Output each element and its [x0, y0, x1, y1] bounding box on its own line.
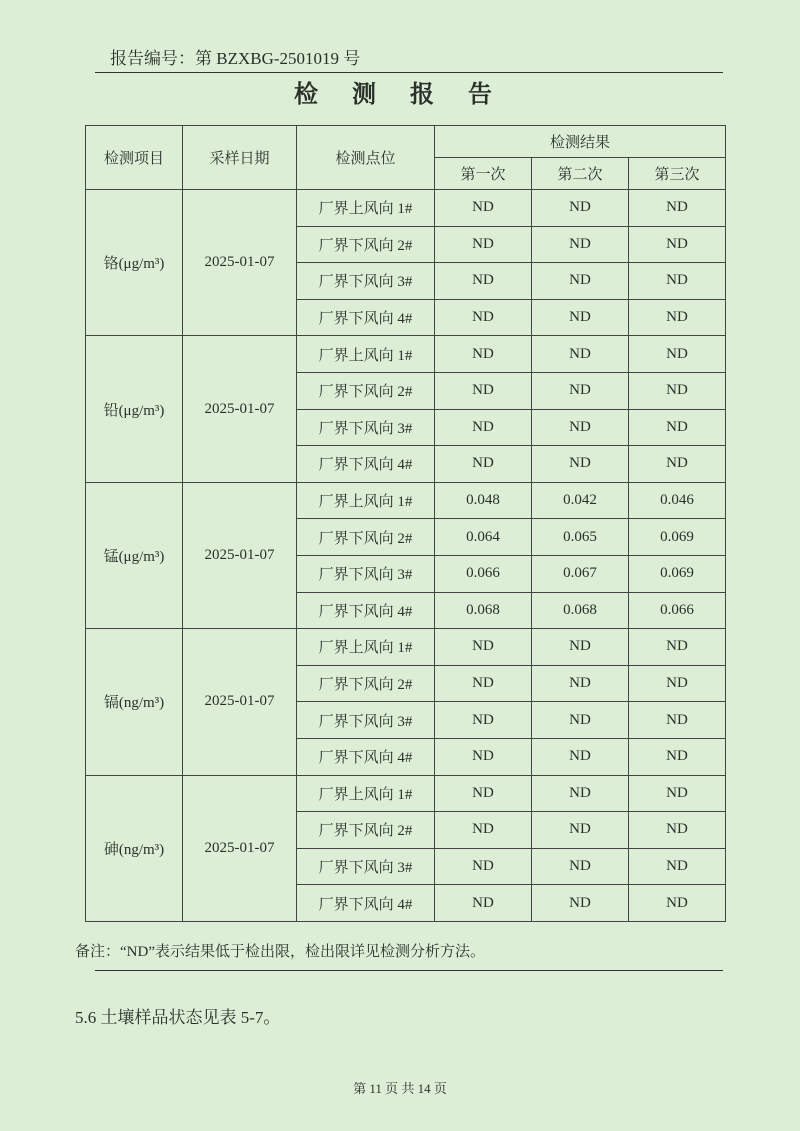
point-cell: 厂界上风向 1# — [297, 629, 435, 666]
result-cell: ND — [532, 629, 629, 666]
result-cell: 0.068 — [435, 592, 532, 629]
result-cell: ND — [435, 372, 532, 409]
point-cell: 厂界下风向 4# — [297, 885, 435, 922]
result-cell: ND — [532, 775, 629, 812]
point-cell: 厂界下风向 4# — [297, 299, 435, 336]
result-cell: ND — [532, 702, 629, 739]
result-cell: ND — [435, 336, 532, 373]
result-cell: ND — [435, 885, 532, 922]
result-cell: 0.069 — [629, 519, 726, 556]
result-cell: ND — [532, 848, 629, 885]
result-cell: ND — [629, 885, 726, 922]
date-cell: 2025-01-07 — [183, 336, 297, 482]
result-cell: ND — [629, 190, 726, 227]
result-cell: 0.042 — [532, 482, 629, 519]
result-cell: ND — [629, 263, 726, 300]
result-cell: ND — [532, 738, 629, 775]
result-cell: ND — [629, 812, 726, 849]
point-cell: 厂界下风向 4# — [297, 738, 435, 775]
result-cell: 0.066 — [435, 555, 532, 592]
result-cell: 0.064 — [435, 519, 532, 556]
point-cell: 厂界下风向 4# — [297, 592, 435, 629]
result-cell: ND — [435, 263, 532, 300]
result-cell: ND — [629, 372, 726, 409]
result-cell: ND — [435, 738, 532, 775]
result-cell: ND — [435, 665, 532, 702]
point-cell: 厂界下风向 3# — [297, 409, 435, 446]
header-r2: 第二次 — [532, 158, 629, 190]
result-cell: ND — [629, 702, 726, 739]
result-cell: ND — [629, 775, 726, 812]
point-cell: 厂界上风向 1# — [297, 482, 435, 519]
point-cell: 厂界上风向 1# — [297, 336, 435, 373]
result-cell: ND — [629, 336, 726, 373]
point-cell: 厂界下风向 2# — [297, 812, 435, 849]
result-cell: ND — [532, 190, 629, 227]
point-cell: 厂界下风向 3# — [297, 702, 435, 739]
header-point: 检测点位 — [297, 126, 435, 190]
result-cell: ND — [532, 336, 629, 373]
result-cell: ND — [532, 812, 629, 849]
results-table — [85, 125, 726, 922]
result-cell: ND — [532, 446, 629, 483]
note: 备注：“ND”表示结果低于检出限，检出限详见检测分析方法。 — [75, 944, 485, 960]
table-row — [86, 336, 726, 373]
date-cell: 2025-01-07 — [183, 775, 297, 921]
result-cell: ND — [629, 409, 726, 446]
result-cell: ND — [435, 446, 532, 483]
result-cell: ND — [435, 226, 532, 263]
point-cell: 厂界下风向 3# — [297, 848, 435, 885]
section-text: 5.6 土壤样品状态见表 5-7。 — [75, 1008, 281, 1027]
result-cell: ND — [629, 848, 726, 885]
result-cell: ND — [532, 263, 629, 300]
point-cell: 厂界下风向 2# — [297, 372, 435, 409]
point-cell: 厂界上风向 1# — [297, 775, 435, 812]
point-cell: 厂界下风向 2# — [297, 519, 435, 556]
result-cell: ND — [532, 226, 629, 263]
item-cell: 砷(ng/m³) — [86, 775, 183, 921]
item-cell: 铬(μg/m³) — [86, 190, 183, 336]
result-cell: ND — [532, 409, 629, 446]
result-cell: ND — [435, 812, 532, 849]
table-row — [86, 190, 726, 227]
item-cell: 锰(μg/m³) — [86, 482, 183, 628]
divider — [95, 72, 723, 73]
result-cell: ND — [435, 702, 532, 739]
result-cell: ND — [435, 409, 532, 446]
result-cell: 0.065 — [532, 519, 629, 556]
result-cell: ND — [629, 226, 726, 263]
point-cell: 厂界下风向 2# — [297, 226, 435, 263]
result-cell: ND — [435, 299, 532, 336]
header-date: 采样日期 — [183, 126, 297, 190]
point-cell: 厂界下风向 3# — [297, 555, 435, 592]
date-cell: 2025-01-07 — [183, 482, 297, 628]
page-title: 检 测 报 告 — [294, 82, 506, 108]
result-cell: ND — [629, 738, 726, 775]
date-cell: 2025-01-07 — [183, 629, 297, 775]
table-row — [86, 629, 726, 666]
result-cell: ND — [629, 446, 726, 483]
header-result: 检测结果 — [435, 126, 726, 158]
header-r1: 第一次 — [435, 158, 532, 190]
result-cell: ND — [435, 848, 532, 885]
result-cell: ND — [532, 665, 629, 702]
point-cell: 厂界下风向 2# — [297, 665, 435, 702]
header-r3: 第三次 — [629, 158, 726, 190]
divider — [95, 970, 723, 971]
result-cell: 0.067 — [532, 555, 629, 592]
result-cell: ND — [435, 775, 532, 812]
result-cell: ND — [435, 629, 532, 666]
item-cell: 镉(ng/m³) — [86, 629, 183, 775]
header-item: 检测项目 — [86, 126, 183, 190]
result-cell: 0.048 — [435, 482, 532, 519]
report-number: 报告编号：第 BZXBG-2501019 号 — [110, 49, 361, 68]
point-cell: 厂界下风向 4# — [297, 446, 435, 483]
result-cell: ND — [629, 665, 726, 702]
point-cell: 厂界下风向 3# — [297, 263, 435, 300]
date-cell: 2025-01-07 — [183, 190, 297, 336]
result-cell: 0.069 — [629, 555, 726, 592]
result-cell: 0.046 — [629, 482, 726, 519]
result-cell: ND — [532, 299, 629, 336]
result-cell: ND — [532, 372, 629, 409]
result-cell: ND — [532, 885, 629, 922]
result-cell: ND — [629, 299, 726, 336]
page-number: 第 11 页 共 14 页 — [353, 1081, 447, 1096]
result-cell: ND — [435, 190, 532, 227]
point-cell: 厂界上风向 1# — [297, 190, 435, 227]
result-cell: 0.068 — [532, 592, 629, 629]
result-cell: ND — [629, 629, 726, 666]
table-row — [86, 482, 726, 519]
result-cell: 0.066 — [629, 592, 726, 629]
table-row — [86, 775, 726, 812]
item-cell: 铅(μg/m³) — [86, 336, 183, 482]
